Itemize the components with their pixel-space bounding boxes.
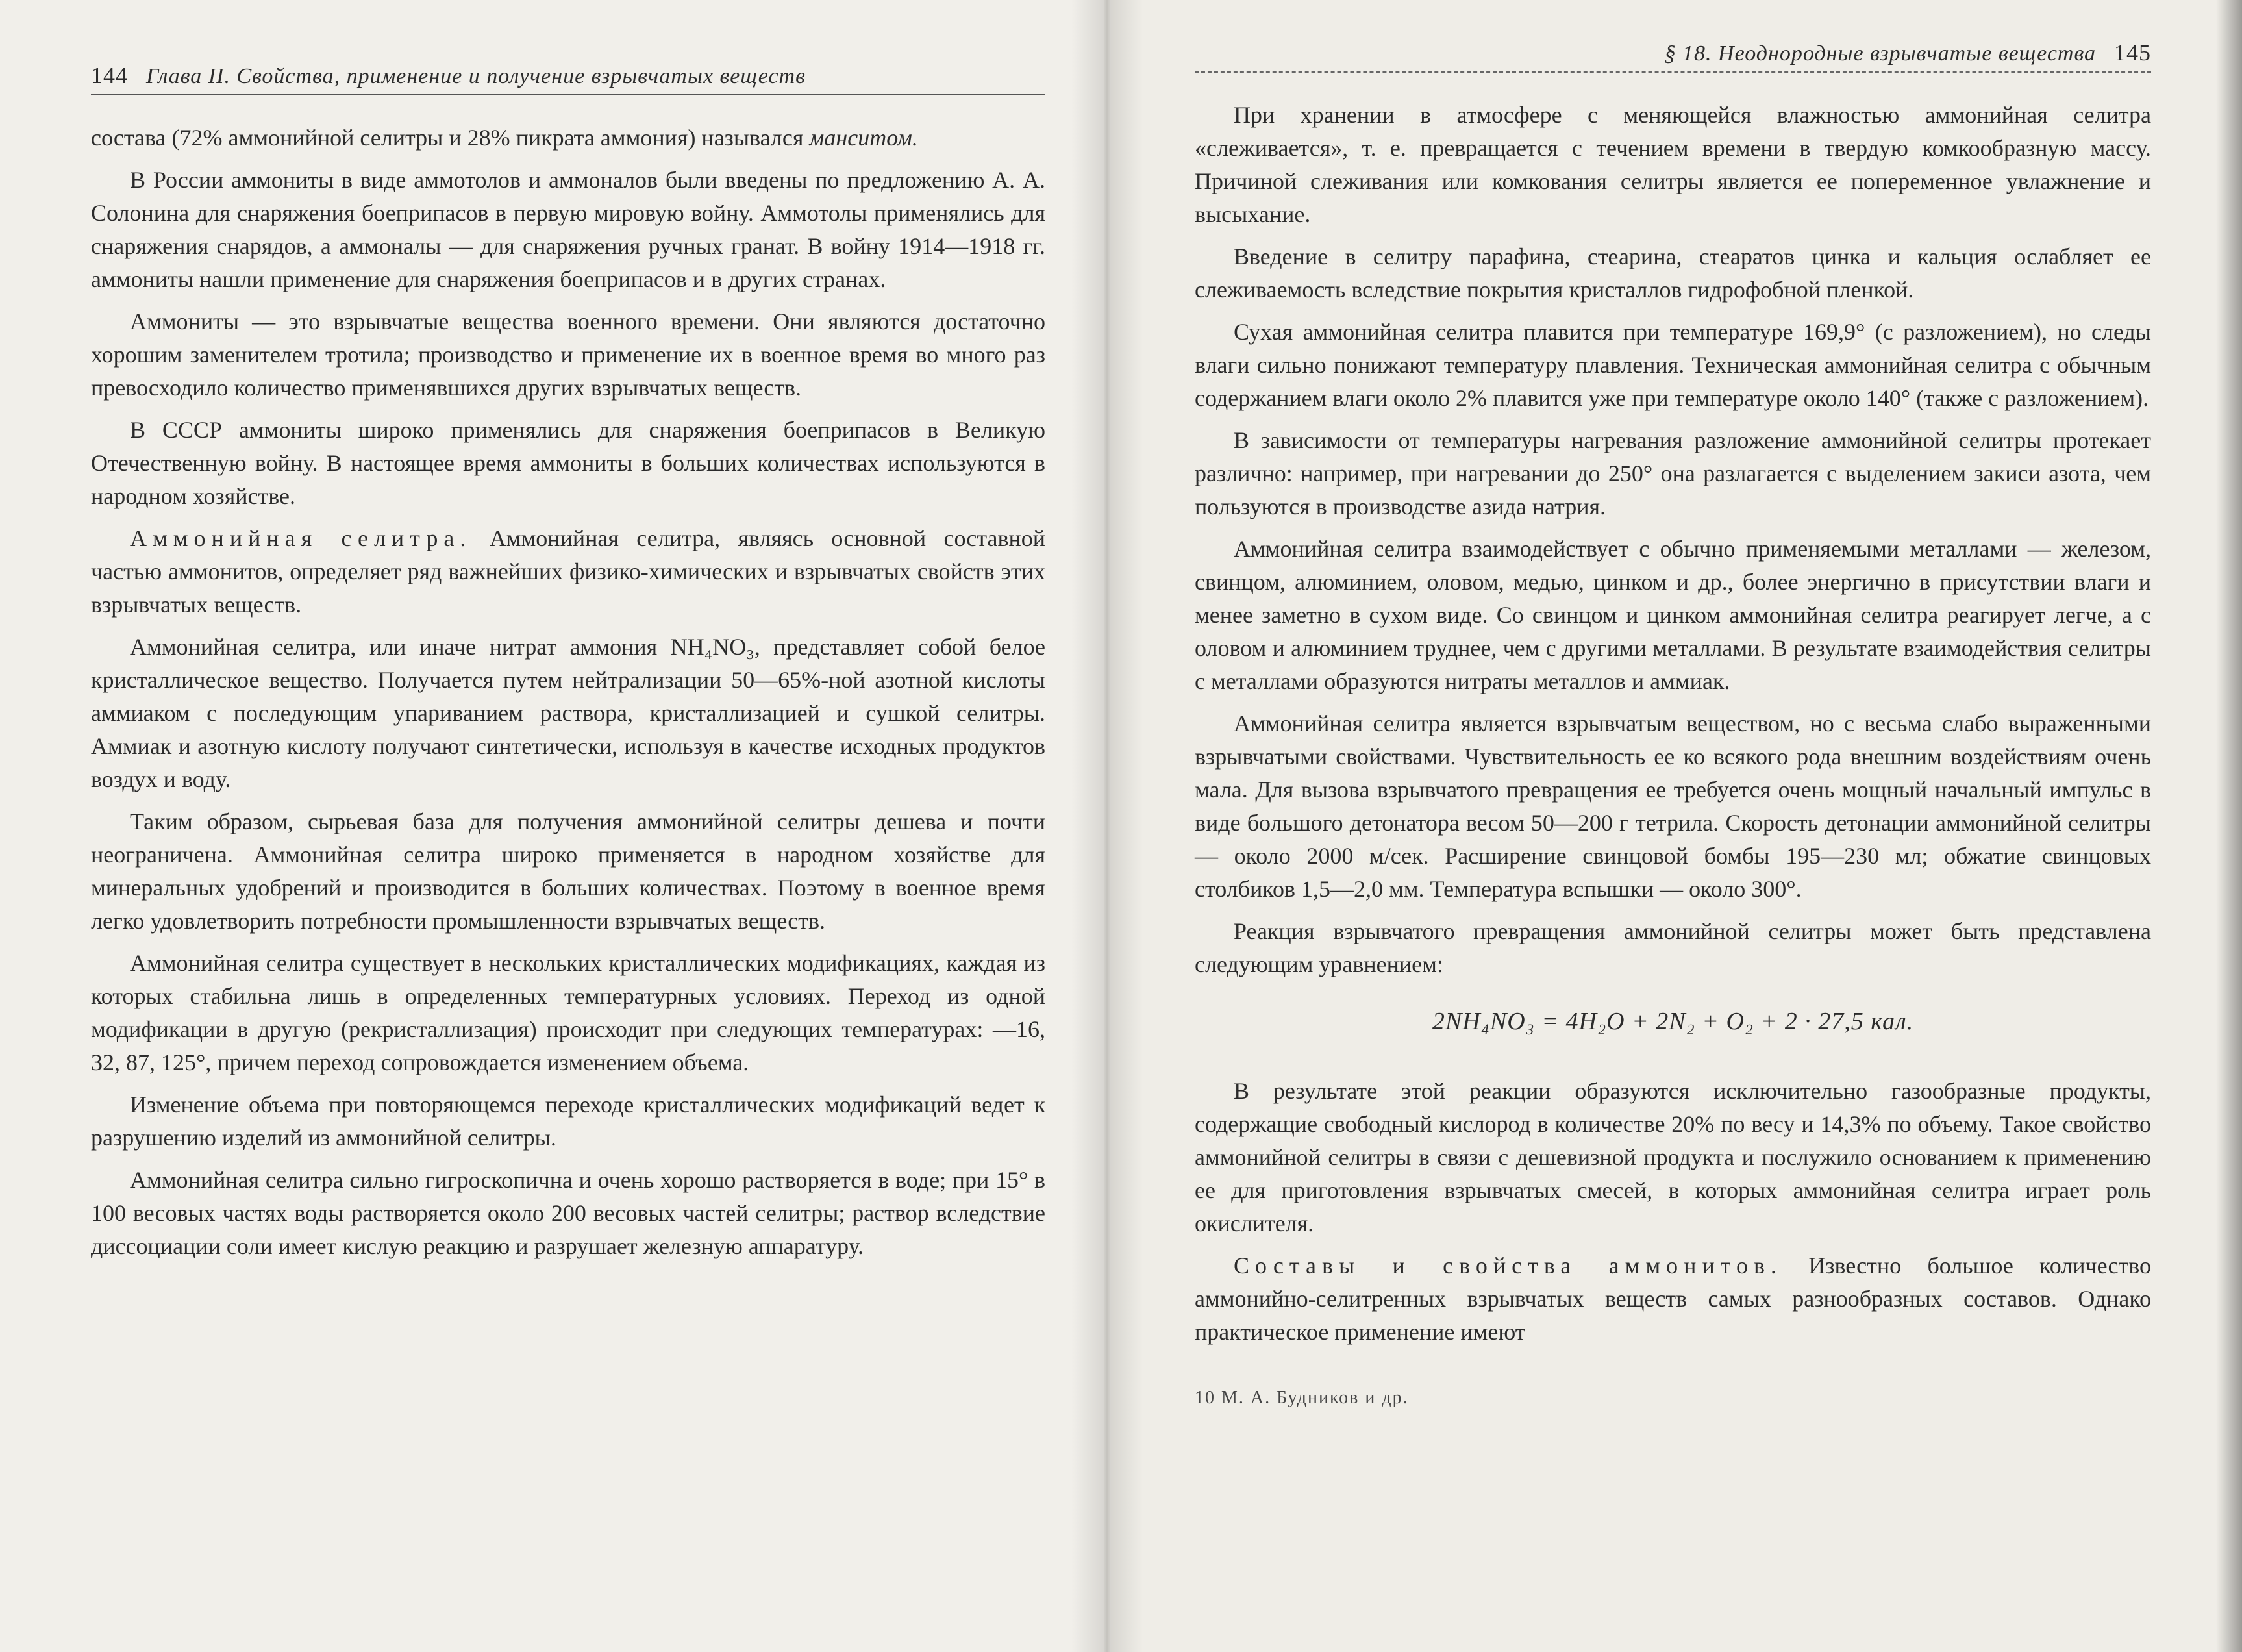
section-heading-ammonium-nitrate: Аммонийная селитра.	[130, 525, 472, 551]
reaction-equation: 2NH₄NO₃ = 4H₂O + 2N₂ + O₂ + 2 · 27,5 кал.	[1432, 1008, 1914, 1035]
left-page	[0, 0, 1104, 1652]
paragraph: Аммонийная селитра взаимодействует с обычно применяемыми металлами — железом, свинцом, алюминием, оловом, медью, цинком и др., более энергично в присутствии влаги и менее заметно в сухом виде. Со свинцом и цинком аммонийная селитра реагирует легче, а с оловом и алюминием труднее, чем с другими металлами. В результате взаимодействия селитры с металлами образуются нитраты металлов и аммиак.	[1195, 536, 2151, 694]
paragraph: Сухая аммонийная селитра плавится при температуре 169,9° (с разложением), но следы влаги сильно понижают температуру плавления. Техническая аммонийная селитра с обычным содержанием влаги около 2% плавится уже при температуре около 140° (также с разложением).	[1195, 319, 2151, 411]
paragraph: Аммонийная селитра сильно гигроскопична и очень хорошо растворяется в воде; при 15° в 100 весовых частях воды растворяется около 200 весовых частей селитры; раствор вследствие диссоциации соли имеет кислую реакцию и разрушает железную аппаратуру.	[91, 1167, 1045, 1259]
right-running-head-title: § 18. Неоднородные взрывчатые вещества	[1664, 42, 2096, 66]
left-page-number: 144	[91, 62, 128, 88]
paragraph: В зависимости от температуры нагревания разложение аммонийной селитры протекает различно: например, при нагревании до 250° она разлагается с выделением закиси азота, чем пользуются в производстве азида натрия.	[1195, 427, 2151, 519]
right-page-number: 145	[2114, 40, 2151, 66]
paragraph: Реакция взрывчатого превращения аммонийной селитры может быть представлена следующим уравнением:	[1195, 918, 2151, 977]
paragraph: Таким образом, сырьевая база для получения аммонийной селитры дешева и почти неограничена. Аммонийная селитра широко применяется в народном хозяйстве для минеральных удобрений и производится в больших количествах. Поэтому в военное время легко удовлетворить потребности промышленности взрывчатых веществ.	[91, 808, 1045, 934]
paragraph: В России аммониты в виде аммотолов и аммоналов были введены по предложению А. А. Солонина для снаряжения боеприпасов в первую мировую войну. Аммотолы применялись для снаряжения снарядов, а аммоналы — для снаряжения ручных гранат. В войну 1914—1918 гг. аммониты нашли применение для снаряжения боеприпасов и в других странах.	[91, 167, 1045, 292]
paragraph: Аммонийная селитра. Аммонийная селитра, являясь основной составной частью аммонитов, определяет ряд важнейших физико-химических и взрывчатых свойств этих взрывчатых веществ.	[91, 525, 1046, 618]
left-running-head-title: Глава II. Свойства, применение и получение взрывчатых веществ	[146, 64, 806, 88]
section-heading-ammonite-compositions: Составы и свойства аммонитов.	[1234, 1253, 1782, 1279]
book-gutter-shadow	[1071, 0, 1143, 1652]
paragraph: Аммониты — это взрывчатые вещества военного времени. Они являются достаточно хорошим заменителем тротила; производство и применение их в военное время во много раз превосходило количество применявшихся других взрывчатых веществ.	[91, 308, 1045, 401]
term-mansit: манситом.	[809, 125, 918, 151]
signature-line: 10 М. А. Будников и др.	[1195, 1388, 1409, 1408]
paragraph: Аммонийная селитра, или иначе нитрат аммония NH₄NO₃, представляет собой белое кристаллическое вещество. Получается путем нейтрализации 50—65%-ной азотной кислоты аммиаком с последующим упариванием раствора, кристаллизацией и сушкой селитры. Аммиак и азотную кислоту получают синтетически, используя в качестве исходных продуктов воздух и воду.	[91, 634, 1045, 792]
paragraph: Введение в селитру парафина, стеарина, стеаратов цинка и кальция ослабляет ее слеживаемость вследствие покрытия кристаллов гидрофобной пленкой.	[1195, 244, 2151, 303]
paragraph: В СССР аммониты широко применялись для снаряжения боеприпасов в Великую Отечественную войну. В настоящее время аммониты в больших количествах используются в народном хозяйстве.	[91, 417, 1045, 509]
paragraph: В результате этой реакции образуются исключительно газообразные продукты, содержащие свободный кислород в количестве 20% по весу и 14,3% по объему. Такое свойство аммонийной селитры в связи с дешевизной продукта и послужило основанием к применению ее для приготовления взрывчатых смесей, в которых аммонийная селитра играет роль окислителя.	[1195, 1078, 2151, 1236]
right-page	[1104, 0, 2242, 1652]
right-running-head	[1195, 39, 2151, 73]
left-running-head	[91, 62, 1045, 95]
paragraph: Аммонийная селитра существует в нескольких кристаллических модификациях, каждая из которых стабильна лишь в определенных температурных условиях. Переход из одной модификации в другую (рекристаллизация) происходит при следующих температурах: —16, 32, 87, 125°, причем переход сопровождается изменением объема.	[91, 950, 1045, 1075]
paragraph: При хранении в атмосфере с меняющейся влажностью аммонийная селитра «слеживается», т. е. превращается с течением времени в твердую комкообразную массу. Причиной слеживания или комкования селитры является ее попеременное увлажнение и высыхание.	[1195, 102, 2151, 227]
page-edge-shadow	[2216, 0, 2242, 1652]
paragraph: Составы и свойства аммонитов. Известно большое количество аммонийно-селитренных взрывчатых веществ самых разнообразных составов. Однако практическое применение имеют	[1195, 1253, 2151, 1345]
paragraph: Изменение объема при повторяющемся переходе кристаллических модификаций ведет к разрушению изделий из аммонийной селитры.	[91, 1092, 1045, 1151]
paragraph: Аммонийная селитра является взрывчатым веществом, но с весьма слабо выраженными взрывчатыми свойствами. Чувствительность ее ко всякого рода внешним воздействиям очень мала. Для вызова взрывчатого превращения ее требуется очень мощный начальный импульс в виде большого детонатора весом 50—200 г тетрила. Скорость детонации аммонийной селитры — около 2000 м/сек. Расширение свинцовой бомбы 195—230 мл; обжатие свинцовых столбиков 1,5—2,0 мм. Температура вспышки — около 300°.	[1195, 710, 2151, 902]
paragraph: состава (72% аммонийной селитры и 28% пикрата аммония) назывался манситом.	[91, 125, 918, 151]
